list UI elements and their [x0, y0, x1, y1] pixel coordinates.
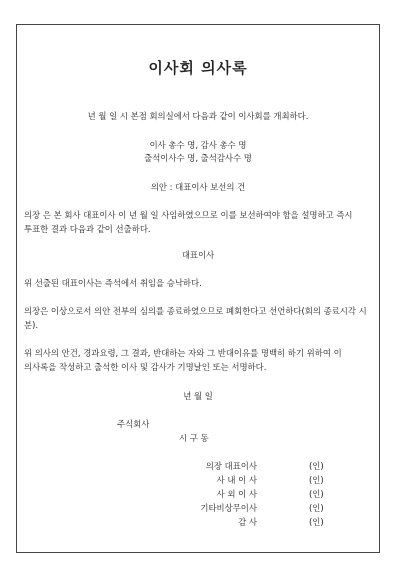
- attendance-line-2: 출석이사수 명, 출석감사수 명: [144, 153, 252, 163]
- elected-label: 대표이사: [181, 250, 215, 260]
- agenda-line: 의안 : 대표이사 보선의 건: [150, 182, 246, 192]
- city-line: 시 구 동: [179, 433, 209, 443]
- opening-line: 년 월 일 시 본점 회의실에서 다음과 같이 이사회를 개최하다.: [87, 111, 309, 121]
- document-title: 이사회 의사록: [148, 59, 248, 77]
- signature-role: 의장 대표이사: [205, 461, 257, 471]
- attendance-line-1: 이사 총수 명, 감사 총수 명: [149, 140, 247, 150]
- paragraph-acceptance: 위 선출된 대표이사는 즉석에서 취임을 승낙하다.: [24, 278, 202, 288]
- seal-mark: (인): [309, 461, 324, 471]
- seal-mark: (인): [309, 489, 324, 499]
- paragraph-signing: 위 의사의 안건, 경과요령, 그 결과, 반대하는 자와 그 반대이유를 명백히 하기 위하여 이 의사록을 작성하고 출석한 이사 및 감사가 기명날인 또는 서명하다.: [24, 348, 342, 372]
- signature-role: 사 외 이 사: [216, 489, 257, 499]
- document-page: [16, 24, 380, 553]
- signature-role: 기타비상무이사: [200, 503, 257, 513]
- signature-role: 감 사: [238, 517, 257, 527]
- seal-mark: (인): [309, 517, 324, 527]
- paragraph-closing: 의장은 이상으로서 의안 전부의 심의를 종료하였으므로 폐회한다고 선언하다(회의 종료시각 시 분).: [24, 306, 367, 330]
- seal-mark: (인): [309, 475, 324, 485]
- paragraph-resignation: 의장 은 본 회사 대표이사 이 년 월 일 사임하였으므로 이를 보선하여야 함을 설명하고 즉시 투표한 결과 다음과 같이 선출하다.: [24, 210, 353, 234]
- company-label: 주식회사: [117, 419, 150, 429]
- signature-role: 사 내 이 사: [216, 475, 257, 485]
- date-line: 년 월 일: [183, 391, 213, 401]
- seal-mark: (인): [309, 503, 324, 513]
